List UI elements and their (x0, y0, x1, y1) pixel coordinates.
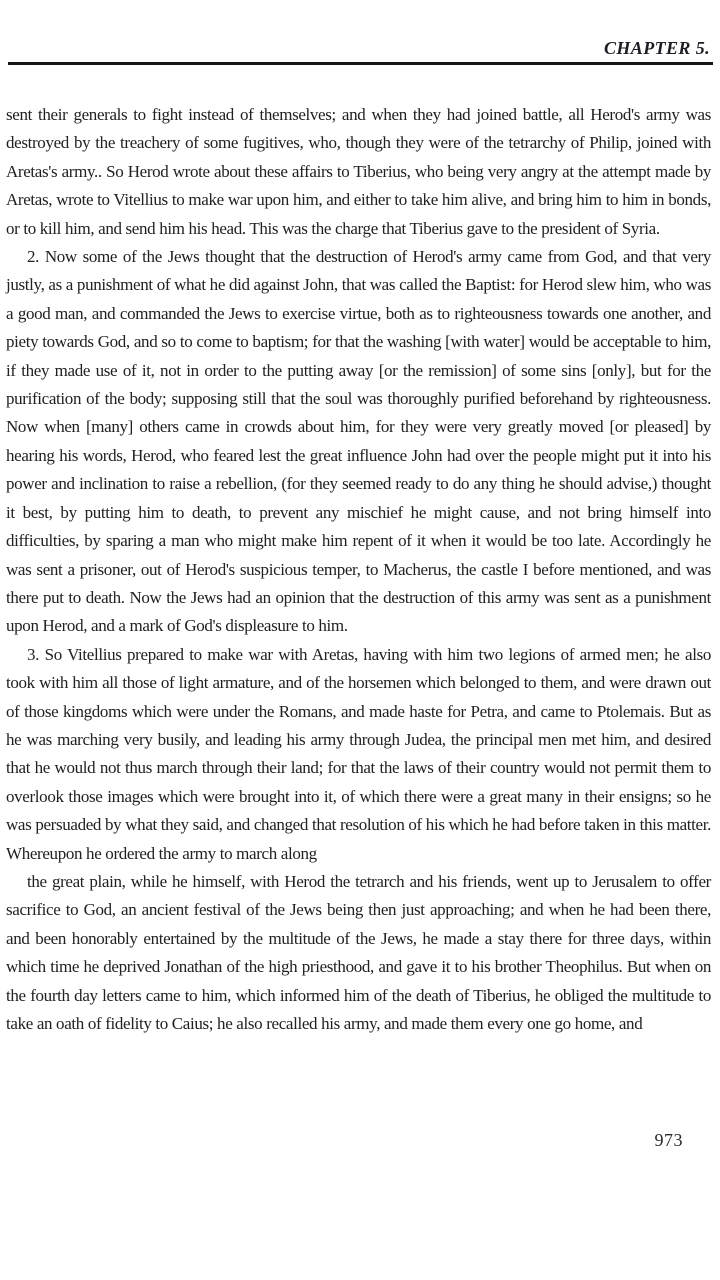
paragraph-section-3: 3. So Vitellius prepared to make war with Aretas, having with him two legions of armed men; he also took with him all those of light armature, and of the horsemen which belonged to them, and were drawn out of those kingdoms which were under the Romans, and made haste for Petra, and came to Ptolemais. But as he was marching very busily, and leading his army through Judea, the principal men met him, and desired that he would not thus march through their land; for that the laws of their country would not permit them to overlook those images which were brought into it, of which there were a great many in their ensigns; so he was persuaded by what they said, and changed that resolution of his which he had before taken in this matter. Whereupon he ordered the army to march along (6, 644, 711, 863)
page-number: 973 (654, 1130, 683, 1150)
paragraph-continuation: sent their generals to fight instead of themselves; and when they had joined battle, all Herod's army was destroyed by the treachery of some fugitives, who, though they were of the tetrarchy of Philip, joined with Aretas's army.. So Herod wrote about these affairs to Tiberius, who being very angry at the attempt made by Aretas, wrote to Vitellius to make war upon him, and either to take him alive, and bring him to him in bonds, or to kill him, and send him his head. This was the charge that Tiberius gave to the president of Syria. (6, 105, 711, 238)
header-rule (8, 62, 713, 65)
paragraph-great-plain: the great plain, while he himself, with Herod the tetrarch and his friends, went up to Jerusalem to offer sacrifice to God, an ancient festival of the Jews being then just approaching; and when he had been there, and been honorably entertained by the multitude of the Jews, he made a stay there for three days, within which time he deprived Jonathan of the high priesthood, and gave it to his brother Theophilus. But when on the fourth day letters came to him, which informed him of the death of Tiberius, he obliged the multitude to take an oath of fidelity to Caius; he also recalled his army, and made them every one go home, and (6, 871, 711, 1033)
chapter-title: CHAPTER 5. (603, 38, 710, 58)
body-text (6, 101, 711, 1038)
page-header (0, 0, 720, 65)
paragraph-section-2: 2. Now some of the Jews thought that the destruction of Herod's army came from God, and that very justly, as a punishment of what he did against John, that was called the Baptist: for Herod slew him, who was a good man, and commanded the Jews to exercise virtue, both as to righteousness towards one another, and piety towards God, and so to come to baptism; for that the washing [with water] would be acceptable to him, if they made use of it, not in order to the putting away [or the remission] of some sins [only], but for the purification of the body; supposing still that the soul was thoroughly purified beforehand by righteousness. Now when [many] others came in crowds about him, for they were very greatly moved [or pleased] by hearing his words, Herod, who feared lest the great influence John had over the people might put it into his power and inclination to raise a rebellion, (for they seemed ready to do any thing he should advise,) thought it best, by putting him to death, to prevent any mischief he might cause, and not bring himself into difficulties, by sparing a man who might make him repent of it when it would be too late. Accordingly he was sent a prisoner, out of Herod's suspicious temper, to Macherus, the castle I before mentioned, and was there put to death. Now the Jews had an opinion that the destruction of this army was sent as a punishment upon Herod, and a mark of God's displeasure to him. (6, 247, 711, 636)
